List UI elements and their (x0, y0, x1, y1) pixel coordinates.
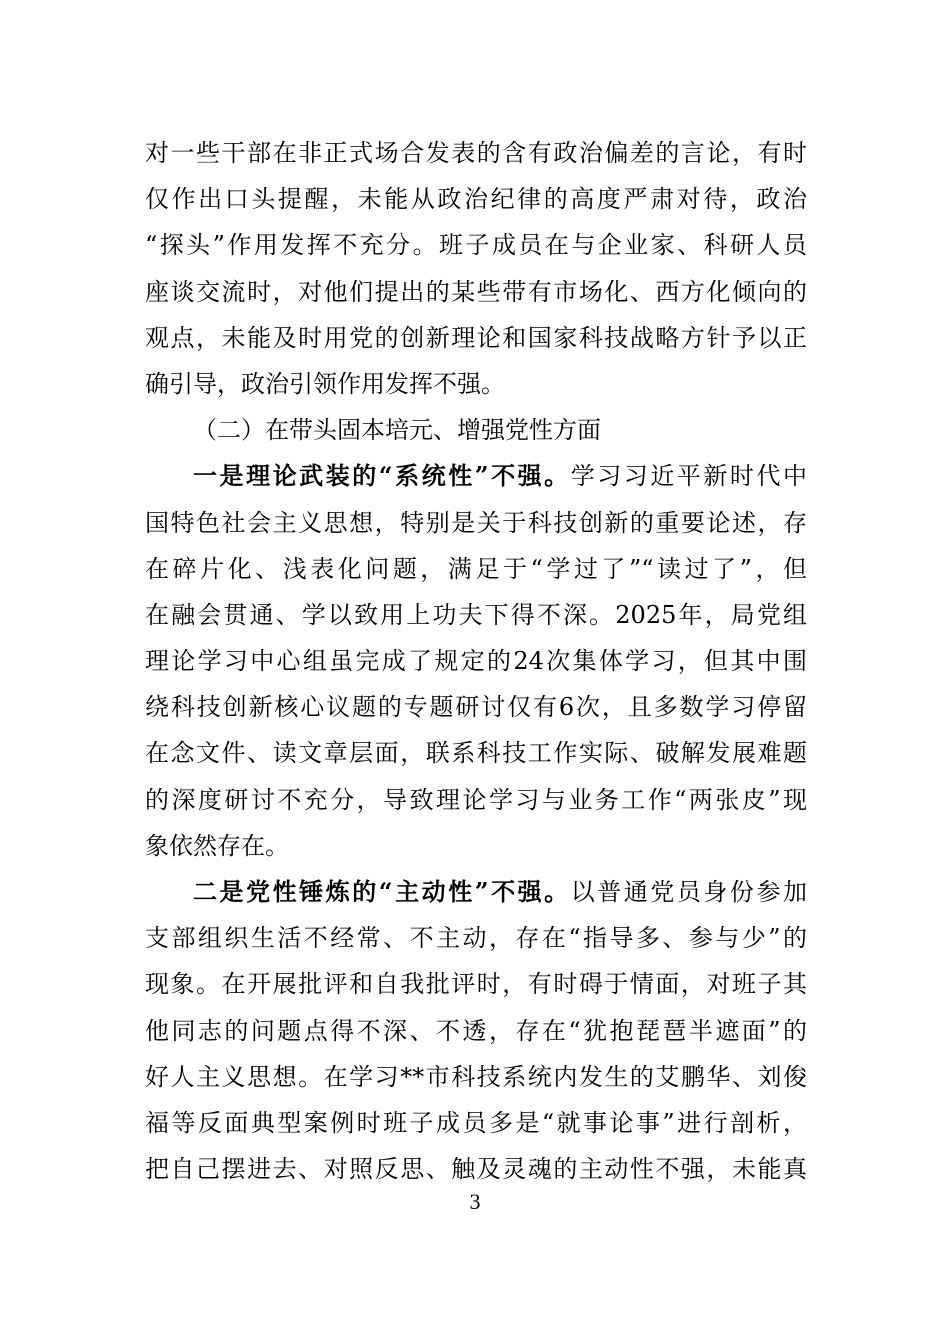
paragraph-first-rest: 以普通党员身份参加 (570, 878, 808, 906)
text-line: 象依然存在。 (145, 831, 289, 860)
text-line: 对一些干部在非正式场合发表的含有政治偏差的言论，有时 (145, 139, 807, 167)
text-line: 观点，未能及时用党的创新理论和国家科技战略方针予以正 (145, 323, 807, 352)
body-text (145, 130, 807, 1192)
text-line: 仅作出口头提醒，未能从政治纪律的高度严肃对待，政治 (145, 185, 807, 214)
text-line: 福等反面典型案例时班子成员多是“就事论事”进行剖析， (145, 1108, 807, 1137)
text-line: 支部组织生活不经常、不主动，存在“指导多、参与少”的 (145, 924, 807, 953)
text-line: 把自己摆进去、对照反思、触及灵魂的主动性不强，未能真 (145, 1155, 807, 1184)
text-line: 国特色社会主义思想，特别是关于科技创新的重要论述，存 (145, 508, 807, 537)
paragraph-first-rest: 学习习近平新时代中 (570, 462, 808, 491)
text-line: 在碎片化、浅表化问题，满足于“学过了”“读过了”，但 (145, 554, 807, 583)
paragraph-lead: 一是理论武装的“系统性”不强。 (193, 461, 571, 491)
text-line: 好人主义思想。在学习**市科技系统内发生的艾鹏华、刘俊 (145, 1062, 807, 1091)
section-heading: （二）在带头固本培元、增强党性方面 (193, 416, 601, 445)
page-number: 3 (469, 1189, 481, 1214)
paragraph-first-line (145, 453, 807, 499)
text-line: 在融会贯通、学以致用上功夫下得不深。2025年，局党组 (145, 600, 807, 629)
text-line: 在念文件、读文章层面，联系科技工作实际、破解发展难题 (145, 739, 807, 768)
paragraph-lead: 二是党性锤炼的“主动性”不强。 (193, 877, 571, 906)
text-line: 确引导，政治引领作用发挥不强。 (145, 369, 505, 398)
text-line: 理论学习中心组虽完成了规定的24次集体学习，但其中围 (145, 647, 807, 676)
text-line: 座谈交流时，对他们提出的某些带有市场化、西方化倾向的 (145, 277, 807, 306)
paragraph-first-line (145, 869, 807, 915)
text-line: “探头”作用发挥不充分。班子成员在与企业家、科研人员 (145, 231, 807, 260)
text-line: 他同志的问题点得不深、不透，存在“犹抱琵琶半遮面”的 (145, 1016, 807, 1045)
text-line: 绕科技创新核心议题的专题研讨仅有6次，且多数学习停留 (145, 693, 807, 722)
text-line: 现象。在开展批评和自我批评时，有时碍于情面，对班子其 (145, 970, 807, 999)
text-line: 的深度研讨不充分，导致理论学习与业务工作“两张皮”现 (145, 785, 807, 814)
